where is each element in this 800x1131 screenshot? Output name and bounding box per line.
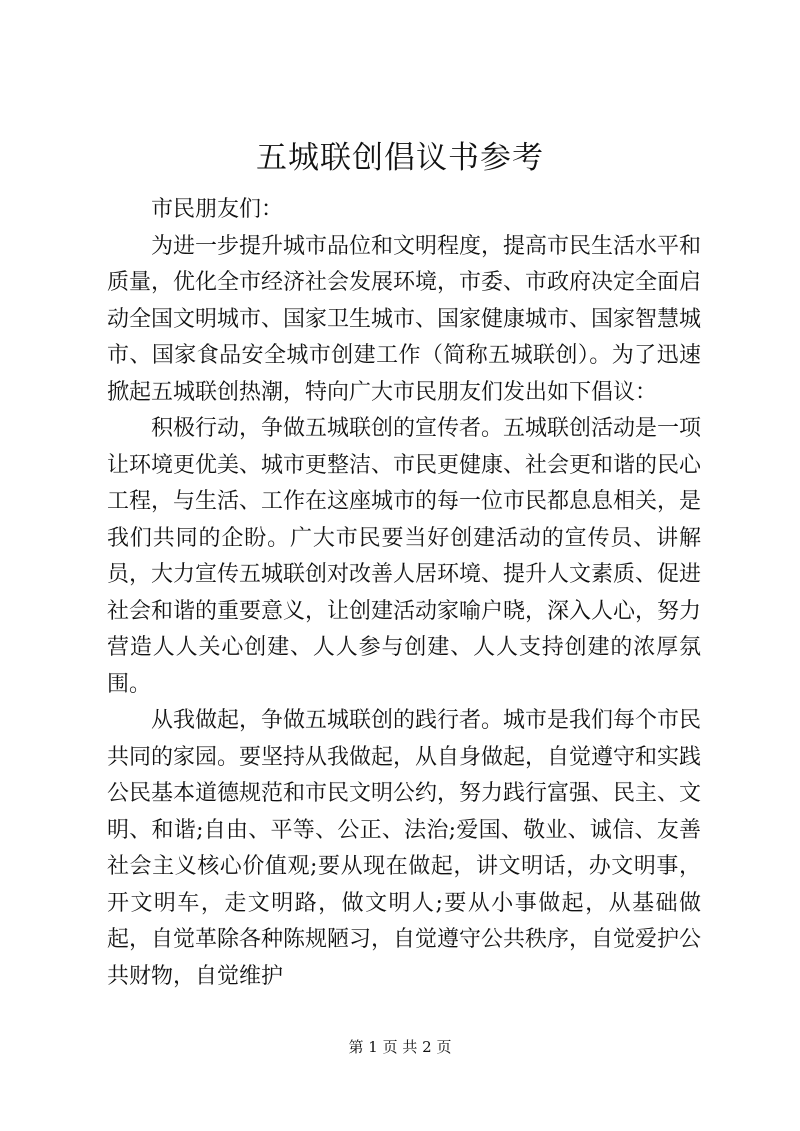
greeting-line: 市民朋友们： <box>151 197 284 222</box>
document-title: 五城联创倡议书参考 <box>256 140 544 176</box>
paragraph-practice: 从我做起，争做五城联创的践行者。城市是我们每个市民共同的家园。要坚持从我做起，从自身做起，自觉遵守和实践公民基本道德规范和市民文明公约，努力践行富强、民主、文明、和谐;自由、平等、公正、法治;爱国、敬业、诚信、友善社会主义核心价值观;要从现在做起，讲文明话，办文明事，开文明车，走文明路，做文明人;要从小事做起，从基础做起，自觉革除各种陈规陋习，自觉遵守公共秩序，自觉爱护公共财物，自觉维护 <box>107 708 702 989</box>
page-footer: 第 1 页 共 2 页 <box>348 1038 452 1056</box>
paragraph-publicity: 积极行动，争做五城联创的宣传者。五城联创活动是一项让环境更优美、城市更整洁、市民更健康、社会更和谐的民心工程，与生活、工作在这座城市的每一位市民都息息相关，是我们共同的企盼。广大市民要当好创建活动的宣传员、讲解员，大力宣传五城联创对改善人居环境、提升人文素质、促进社会和谐的重要意义，让创建活动家喻户晓，深入人心，努力营造人人关心创建、人人参与创建、人人支持创建的浓厚氛围。 <box>107 416 702 697</box>
paragraph-intro: 为进一步提升城市品位和文明程度，提高市民生活水平和质量，优化全市经济社会发展环境，市委、市政府决定全面启动全国文明城市、国家卫生城市、国家健康城市、国家智慧城市、国家食品安全城市创建工作（简称五城联创）。为了迅速掀起五城联创热潮，特向广大市民朋友们发出如下倡议： <box>107 233 702 405</box>
document-body <box>107 192 701 995</box>
